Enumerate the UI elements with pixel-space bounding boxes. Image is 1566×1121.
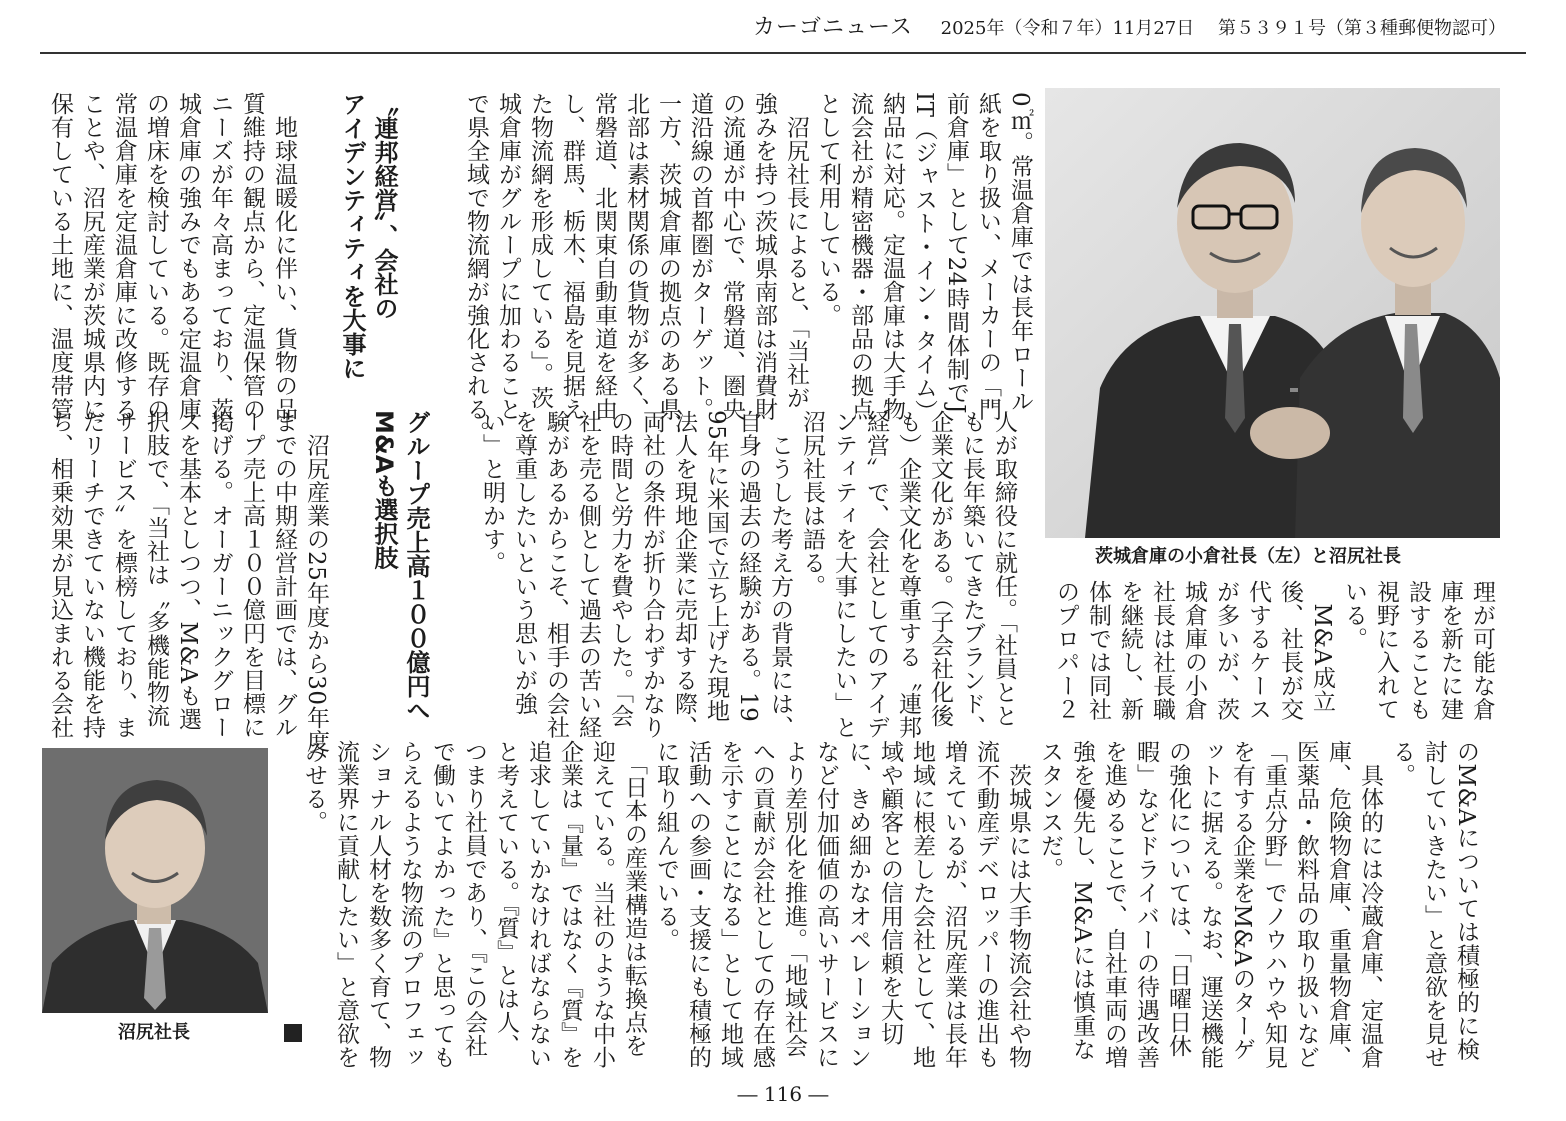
section-heading: グループ売上高１００億円へ M&Aも選択肢 bbox=[370, 410, 430, 722]
body-text-block: 人が取締役に就任。「社員とと もに長年築いてきたブランド、 企業文化がある。（子会社化後 も）企業文化を尊重する〝連邦 経営〟で、会社としてのアイデ ンティティを大事にしたい」と 沼尻社長は語る。 こうした考え方の背景には、 自身の過去の経験がある。19 95年に米国で立ち上げた現地 法人を現地企業に売却する際、 両社の条件が折り合わずかなり の時間と労力を費やした。「会 社を売る側として過去の苦い経 験があるからこそ、相手の会社 を尊重したいという思いが強 い」と明かす。 bbox=[479, 410, 1017, 739]
issue-date: 2025年（令和７年）11月27日 bbox=[940, 18, 1195, 39]
header-rule bbox=[40, 52, 1526, 54]
body-text-block: 0㎡。常温倉庫では長年ロール 紙を取り扱い、メーカーの「門 前倉庫」として24時間体制でJ IT（ジャスト・イン・タイム） 納品に対応。定温倉庫は大手物 流会社が精密機器・部品の拠点 として利用している。 沼尻社長によると、「当社が 強みを持つ茨城県南部は消費財 の流通が中心で、常磐道、圏央 道沿線の首都圏がターゲット。 一方、茨城倉庫の拠点のある県 北部は素材関係の貨物が多く、 常磐道、北関東自動車道を経由 し、群馬、栃木、福島を見据え た物流網を形成している」。茨 城倉庫がグループに加わること で県全域で物流網が強化される。 bbox=[463, 92, 1033, 445]
page-header bbox=[753, 10, 1506, 41]
body-text-block: 沼尻産業の25年度から30年度 までの中期経営計画では、グル ープ売上高１００億円を目標に 掲げる。オーガーニックグロー スを基本としつつ、M&Aも選 択肢で、「当社は〝多機能物流 サービス〟を標榜しており、ま だリーチできていない機能を持 ち、相乗効果が見込まれる会社 bbox=[47, 410, 329, 753]
section-heading: 〝連邦経営〟、会社の アイデンティティを大事に bbox=[338, 92, 398, 380]
publication-name: カーゴニュース bbox=[753, 15, 913, 40]
main-photo bbox=[1045, 88, 1500, 538]
main-photo-caption: 茨城倉庫の小倉社長（左）と沼尻社長 bbox=[1095, 546, 1401, 567]
page-number: ― 116 ― bbox=[737, 1082, 829, 1106]
end-mark bbox=[284, 1024, 302, 1042]
body-text-block: 理が可能な倉 庫を新たに建 設することも 視野に入れて いる。 M&A成立 後、社長が交 代するケース が多いが、茨 城倉庫の小倉 社長は社長職 を継続し、新 体制では同社 のプロパー２ bbox=[1053, 580, 1495, 721]
body-text-block: 地球温暖化に伴い、貨物の品 質維持の観点から、定温保管の ニーズが年々高まっており、茨 城倉庫の強みでもある定温倉庫 の増床を検討している。既存の 常温倉庫を定温倉庫に改修する ことや、沼尻産業が茨城県内に 保有している土地に、温度帯管 bbox=[47, 92, 297, 421]
body-text-block: のM&Aについては積極的に検 討していきたい」と意欲を見せ る。 具体的には冷蔵倉庫、定温倉 庫、危険物倉庫、重量物倉庫、 医薬品・飲料品の取り扱いなど 「重点分野」でノウハウや知見 を有する企業をM&Aのターゲ ットに据える。なお、運送機能 の強化については、「日曜日休 暇」などドライバーの待遇改善 を進めることで、自社車両の増 強を優先し、M&Aには慎重な スタンスだ。 茨城県には大手物流会社や物 流不動産デベロッパーの進出も 増えているが、沼尻産業は長年 地域に根差した会社として、地 域や顧客との信用信頼を大切 に、きめ細かなオペレーション など付加価値の高いサービスに より差別化を推進。「地域社会 への貢献が会社としての存在感 を示すことになる」として地域 活動への参画・支援にも積極的 に取り組んでいる。 「日本の産業構造は転換点を 迎えている。当社のような中小 企業は『量』ではなく『質』を 追求していかなければならない と考えている。『質』とは人、 つまり社員であり、『この会社 で働いてよかった』と思っても らえるような物流のプロフェッ ショナル人材を数多く育て、物 流業界に貢献したい」と意欲を みせる。 bbox=[301, 740, 1479, 1069]
portrait-caption: 沼尻社長 bbox=[118, 1022, 190, 1043]
issue-number: 第５３９１号（第３種郵便物認可） bbox=[1218, 18, 1506, 39]
portrait-photo bbox=[42, 748, 268, 1013]
